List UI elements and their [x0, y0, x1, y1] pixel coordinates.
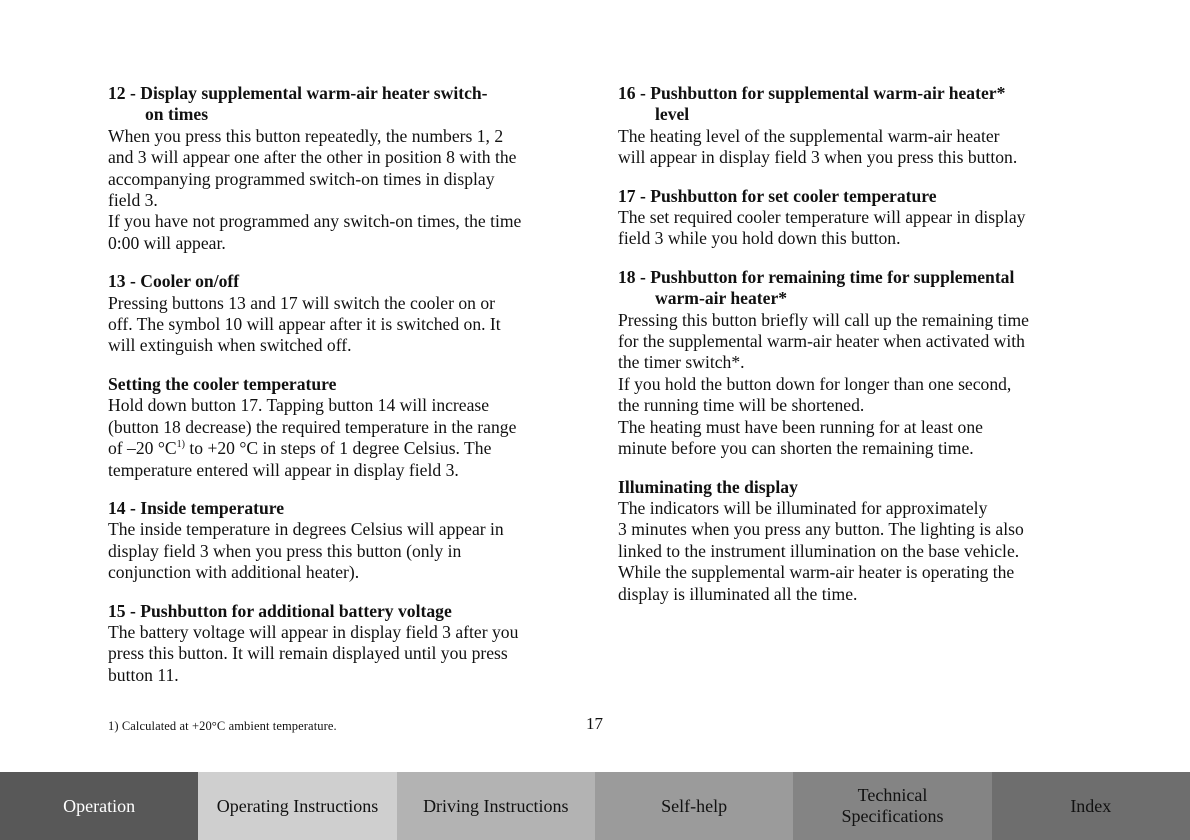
body-line: When you press this button repeatedly, the numbers 1, 2: [108, 125, 504, 146]
nav-tab-index[interactable]: Index: [992, 772, 1190, 840]
section-18: [618, 267, 1088, 460]
body-text: to +20 °C in steps of 1 degree Celsius. The: [184, 438, 492, 459]
heading-line: warm-air heater*: [655, 288, 788, 309]
section-illuminating-display: [618, 477, 1088, 605]
body-line: 0:00 will appear.: [108, 232, 226, 253]
body-line: Pressing buttons 13 and 17 will switch the cooler on or: [108, 292, 496, 313]
nav-tab-operating-instructions[interactable]: Operating Instructions: [198, 772, 396, 840]
heading-line: 18 - Pushbutton for remaining time for supplemental: [618, 266, 1015, 287]
body-line: The indicators will be illuminated for approximately: [618, 497, 988, 518]
body-line: If you hold the button down for longer than one second,: [618, 373, 1012, 394]
bottom-navigation: [0, 772, 1190, 840]
section-heading: 15 - Pushbutton for additional battery voltage: [108, 600, 452, 621]
body-line: press this button. It will remain displayed until you press: [108, 643, 508, 664]
body-line: and 3 will appear one after the other in position 8 with the: [108, 147, 517, 168]
body-line: The heating level of the supplemental warm-air heater: [618, 125, 1000, 146]
section-13: [108, 271, 578, 357]
body-line: off. The symbol 10 will appear after it is switched on. It: [108, 314, 501, 335]
right-column: [618, 83, 1088, 622]
body-line: for the supplemental warm-air heater when activated with: [618, 331, 1025, 352]
section-heading: [618, 267, 1088, 310]
body-line: accompanying programmed switch-on times in display: [108, 168, 495, 189]
body-line: Hold down button 17. Tapping button 14 will increase: [108, 395, 490, 416]
left-column: [108, 83, 578, 703]
footnote: 1) Calculated at +20°C ambient temperature.: [108, 719, 337, 733]
body-line: Pressing this button briefly will call up the remaining time: [618, 309, 1029, 330]
body-line: linked to the instrument illumination on the base vehicle.: [618, 540, 1020, 561]
body-line: The heating must have been running for at least one: [618, 416, 983, 437]
section-12: [108, 83, 578, 254]
body-line: will extinguish when switched off.: [108, 335, 352, 356]
body-line: will appear in display field 3 when you press this button.: [618, 147, 1018, 168]
body-line: (button 18 decrease) the required temperature in the range: [108, 416, 517, 437]
nav-tab-self-help[interactable]: Self-help: [595, 772, 793, 840]
section-heading: 13 - Cooler on/off: [108, 271, 240, 292]
heading-line: 12 - Display supplemental warm-air heater switch-: [108, 83, 488, 103]
body-line: the timer switch*.: [618, 352, 745, 373]
body-line: If you have not programmed any switch-on times, the time: [108, 211, 522, 232]
section-17: [618, 186, 1088, 250]
body-text: of –20 °C: [108, 438, 177, 459]
footnote-marker: 1): [176, 439, 185, 451]
section-heading: Illuminating the display: [618, 476, 798, 497]
body-line: display is illuminated all the time.: [618, 583, 858, 604]
body-line: field 3.: [108, 190, 158, 211]
body-line: button 11.: [108, 664, 179, 685]
body-line: display field 3 when you press this button (only in: [108, 540, 462, 561]
heading-line: on times: [145, 104, 209, 125]
body-line: The battery voltage will appear in display field 3 after you: [108, 621, 519, 642]
nav-tab-driving-instructions[interactable]: Driving Instructions: [397, 772, 595, 840]
heading-line: 16 - Pushbutton for supplemental warm-air heater*: [618, 83, 1006, 103]
body-line: [108, 438, 578, 459]
section-setting-cooler-temperature: [108, 374, 578, 481]
section-heading: 14 - Inside temperature: [108, 497, 285, 518]
body-line: conjunction with additional heater).: [108, 562, 360, 583]
section-heading: 17 - Pushbutton for set cooler temperature: [618, 185, 937, 206]
body-line: the running time will be shortened.: [618, 395, 865, 416]
section-heading: [108, 83, 578, 126]
section-heading: Setting the cooler temperature: [108, 373, 337, 394]
section-16: [618, 83, 1088, 169]
nav-tab-operation[interactable]: Operation: [0, 772, 198, 840]
body-line: While the supplemental warm-air heater is operating the: [618, 562, 1015, 583]
body-line: 3 minutes when you press any button. The lighting is also: [618, 519, 1024, 540]
body-line: The set required cooler temperature will appear in display: [618, 207, 1026, 228]
section-15: [108, 601, 578, 687]
heading-line: level: [655, 104, 690, 125]
body-line: The inside temperature in degrees Celsius will appear in: [108, 519, 504, 540]
body-line: field 3 while you hold down this button.: [618, 228, 901, 249]
body-line: temperature entered will appear in display field 3.: [108, 459, 459, 480]
section-14: [108, 498, 578, 584]
nav-tab-technical-specifications[interactable]: Technical Specifications: [793, 772, 991, 840]
section-heading: [618, 83, 1088, 126]
body-line: minute before you can shorten the remaining time.: [618, 438, 974, 459]
page-number: 17: [586, 714, 603, 733]
